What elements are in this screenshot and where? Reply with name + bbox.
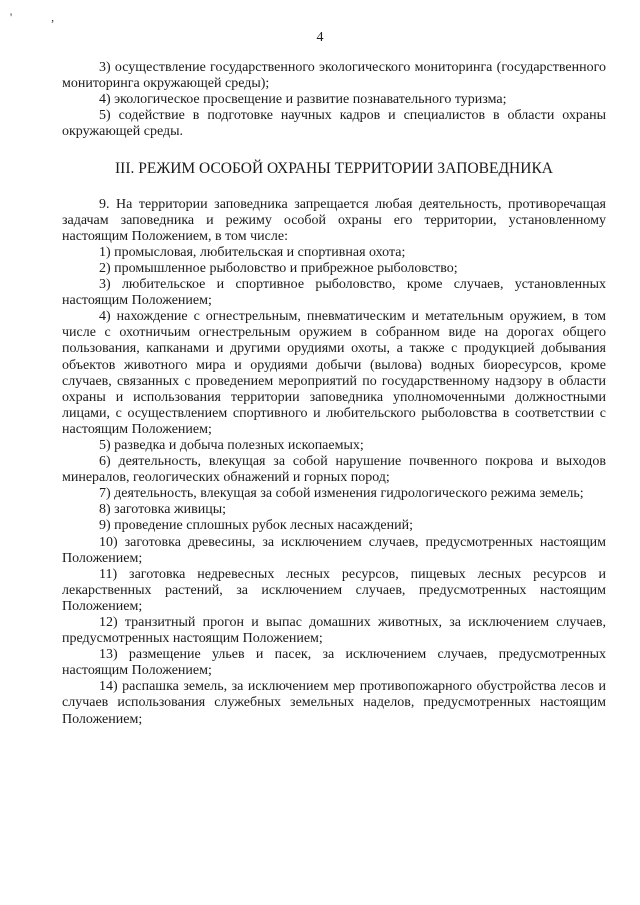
list-item: 3) осуществление государственного экологического мониторинга (государственного мониторинга окружающей среды);	[62, 60, 606, 92]
corner-marks: ' ,	[10, 10, 73, 24]
list-item: 12) транзитный прогон и выпас домашних животных, за исключением случаев, предусмотренных настоящим Положением;	[62, 615, 606, 647]
clause-9: 9. На территории заповедника запрещается любая деятельность, противоречащая задачам заповедника и режиму особой охраны его территории, установленному настоящим Положением, в том числе:	[62, 196, 606, 244]
list-item: 10) заготовка древесины, за исключением случаев, предусмотренных настоящим Положением;	[62, 534, 606, 566]
list-item: 4) нахождение с огнестрельным, пневматическим и метательным оружием, в том числе с охотничьим огнестрельным оружием в собранном виде на дорогах общего пользования, капканами и другими орудиями охоты, а также с продукцией добывания объектов животного мира и орудиями добычи (вылова) водных биоресурсов, кроме случаев, связанных с проведением мероприятий по государственному надзору в области охраны и использования территории заповедника уполномоченными должностными лицами, с осуществлением спортивного и любительского рыболовства в соответствии с настоящим Положением;	[62, 309, 606, 437]
list-item: 8) заготовка живицы;	[99, 502, 227, 518]
page-number: 4	[316, 30, 324, 45]
list-item: 4) экологическое просвещение и развитие познавательного туризма;	[99, 92, 507, 108]
section-heading: III. РЕЖИМ ОСОБОЙ ОХРАНЫ ТЕРРИТОРИИ ЗАПОВЕДНИКА	[115, 160, 553, 178]
list-item: 7) деятельность, влекущая за собой изменения гидрологического режима земель;	[99, 486, 584, 502]
list-item: 5) содействие в подготовке научных кадров и специалистов в области охраны окружающей среды.	[62, 108, 606, 140]
list-item: 1) промысловая, любительская и спортивная охота;	[99, 244, 406, 260]
list-item: 13) размещение ульев и пасек, за исключением случаев, предусмотренных настоящим Положением;	[62, 647, 606, 679]
list-item: 6) деятельность, влекущая за собой нарушение почвенного покрова и выходов минералов, геологических обнажений и горных пород;	[62, 454, 606, 486]
list-item: 2) промышленное рыболовство и прибрежное рыболовство;	[99, 260, 458, 276]
list-item: 14) распашка земель, за исключением мер противопожарного обустройства лесов и случаев использования служебных земельных наделов, предусмотренных настоящим Положением;	[62, 679, 606, 727]
list-item: 3) любительское и спортивное рыболовство, кроме случаев, установленных настоящим Положением;	[62, 277, 606, 309]
list-item: 9) проведение сплошных рубок лесных насаждений;	[99, 518, 414, 534]
page-content	[62, 60, 606, 728]
list-item: 11) заготовка недревесных лесных ресурсов, пищевых лесных ресурсов и лекарственных растений, за исключением случаев, предусмотренных настоящим Положением;	[62, 566, 606, 614]
list-item: 5) разведка и добыча полезных ископаемых;	[99, 437, 364, 453]
